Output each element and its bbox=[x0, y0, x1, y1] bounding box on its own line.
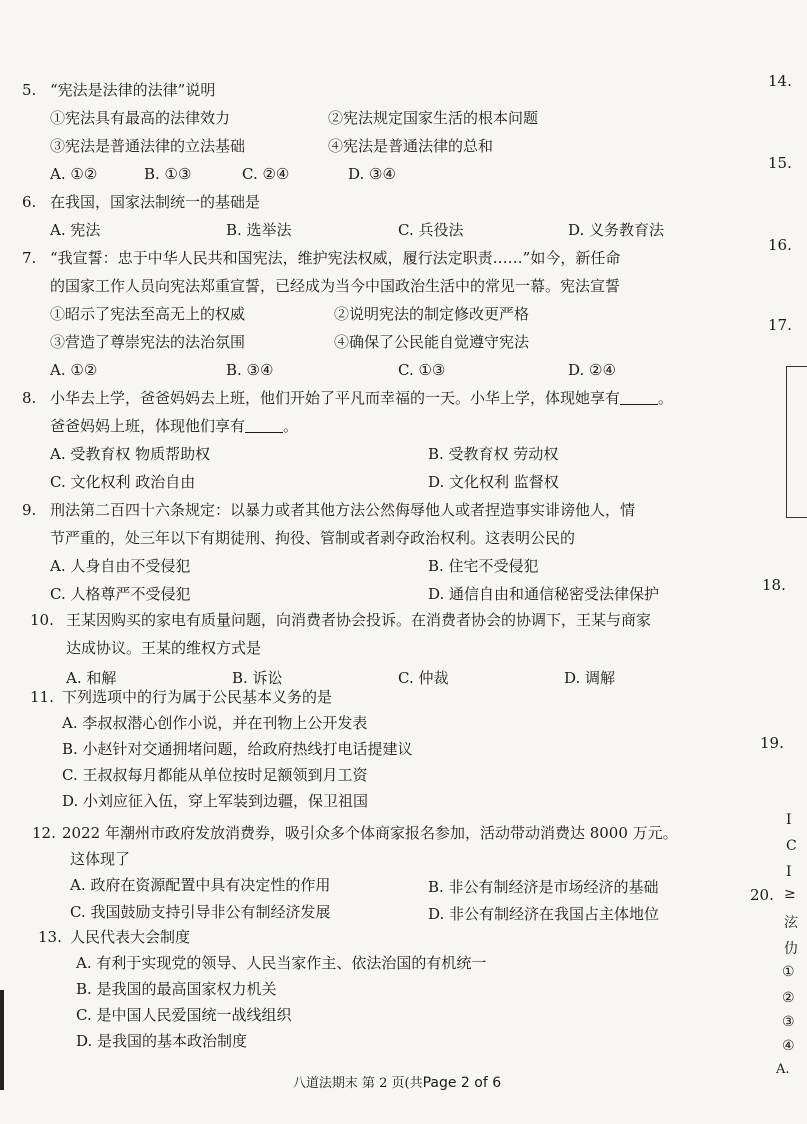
option-c: C. 人格尊严不受侵犯 bbox=[50, 585, 191, 603]
question-stem: 人民代表大会制度 bbox=[70, 928, 191, 946]
text-fragment: ② bbox=[782, 990, 795, 1006]
option-c: C. 仲裁 bbox=[398, 669, 449, 687]
text-fragment: ③ bbox=[782, 1014, 795, 1030]
question-number: 17. bbox=[768, 316, 792, 334]
option-b: B. ③④ bbox=[226, 361, 274, 379]
statement: ②说明宪法的制定修改更严格 bbox=[334, 305, 530, 323]
option-d: D. 小刘应征入伍，穿上军装到边疆，保卫祖国 bbox=[62, 792, 369, 810]
question-stem: 这体现了 bbox=[70, 850, 131, 868]
option-c: C. 我国鼓励支持引导非公有制经济发展 bbox=[70, 903, 331, 921]
option-d: D. 文化权利 监督权 bbox=[428, 473, 559, 491]
text-fragment: ① bbox=[782, 964, 795, 980]
question-number: 8. bbox=[22, 389, 37, 407]
text-fragment: I bbox=[786, 812, 792, 828]
option-b: B. 受教育权 劳动权 bbox=[428, 445, 559, 463]
option-a: A. 人身自由不受侵犯 bbox=[50, 557, 191, 575]
question-stem: 2022 年潮州市政府发放消费券，吸引众多个体商家报名参加，活动带动消费达 8000 万元。 bbox=[62, 824, 678, 842]
option-d: D. ②④ bbox=[568, 361, 616, 379]
question-number: 7. bbox=[22, 249, 37, 267]
footer-prefix: 八道法期末 第 2 页(共 bbox=[292, 1076, 423, 1091]
option-c: C. 是中国人民爱国统一战线组织 bbox=[76, 1006, 292, 1024]
answer-blank bbox=[245, 416, 283, 433]
text-fragment: 仂 bbox=[784, 941, 798, 957]
question-stem: 下列选项中的行为属于公民基本义务的是 bbox=[62, 688, 333, 706]
question-number: 5. bbox=[22, 81, 37, 99]
option-d: D. 义务教育法 bbox=[568, 221, 665, 239]
statement: ④确保了公民能自觉遵守宪法 bbox=[334, 333, 530, 351]
statement: ②宪法规定国家生活的根本问题 bbox=[328, 109, 539, 127]
option-d: D. 非公有制经济在我国占主体地位 bbox=[428, 905, 660, 923]
question-number: 20. bbox=[750, 886, 774, 904]
option-c: C. ②④ bbox=[242, 165, 290, 183]
page-indicator: Page 2 of 6 bbox=[422, 1075, 502, 1091]
statement: ③营造了尊崇宪法的法治氛围 bbox=[50, 333, 246, 351]
question-5 bbox=[22, 76, 722, 188]
question-number: 16. bbox=[768, 236, 792, 254]
option-c: C. 兵役法 bbox=[398, 221, 464, 239]
option-c: C. 文化权利 政治自由 bbox=[50, 473, 196, 491]
question-stem: 刑法第二百四十六条规定：以暴力或者其他方法公然侮辱他人或者捏造事实诽谤他人，情 bbox=[50, 501, 636, 519]
option-b: B. 诉讼 bbox=[232, 669, 283, 687]
question-number: 14. bbox=[768, 72, 792, 90]
option-c: C. ①③ bbox=[398, 361, 446, 379]
option-b: B. 住宅不受侵犯 bbox=[428, 557, 539, 575]
option-d: D. 通信自由和通信秘密受法律保护 bbox=[428, 585, 660, 603]
option-a: A. ①② bbox=[50, 165, 98, 183]
question-stem: 小华去上学，爸爸妈妈去上班，他们开始了平凡而幸福的一天。小华上学，体现她享有 。 bbox=[50, 389, 674, 407]
question-stem: 爸爸妈妈上班，体现他们享有 。 bbox=[50, 417, 299, 435]
option-b: B. 是我国的最高国家权力机关 bbox=[76, 980, 277, 998]
option-b: B. 非公有制经济是市场经济的基础 bbox=[428, 878, 659, 896]
question-stem: “我宣誓：忠于中华人民共和国宪法，维护宪法权威，履行法定职责……”如今，新任命 bbox=[50, 249, 621, 267]
statement: ③宪法是普通法律的立法基础 bbox=[50, 137, 246, 155]
option-a: A. 和解 bbox=[66, 669, 117, 687]
question-13 bbox=[22, 924, 722, 1054]
question-7 bbox=[22, 244, 722, 384]
question-number: 13. bbox=[38, 928, 62, 946]
option-d: D. 是我国的基本政治制度 bbox=[76, 1032, 248, 1050]
text-fragment: A. bbox=[776, 1062, 790, 1077]
option-d: D. ③④ bbox=[348, 165, 396, 183]
question-number: 15. bbox=[768, 154, 792, 172]
question-number: 12. bbox=[32, 824, 56, 842]
question-number: 19. bbox=[760, 734, 784, 752]
option-a: A. 政府在资源配置中具有决定性的作用 bbox=[70, 876, 331, 894]
statement: ①宪法具有最高的法律效力 bbox=[50, 109, 231, 127]
option-c: C. 王叔叔每月都能从单位按时足额领到月工资 bbox=[62, 766, 368, 784]
question-stem: 的国家工作人员向宪法郑重宣誓，已经成为当今中国政治生活中的常见一幕。宪法宣誓 bbox=[50, 277, 621, 295]
question-6 bbox=[22, 188, 722, 244]
option-a: A. 宪法 bbox=[50, 221, 101, 239]
page-footer bbox=[0, 1072, 794, 1091]
question-number: 10. bbox=[30, 611, 54, 629]
option-b: B. 选举法 bbox=[226, 221, 292, 239]
question-10 bbox=[22, 606, 722, 692]
question-11 bbox=[22, 684, 722, 814]
question-8 bbox=[22, 384, 722, 496]
question-9 bbox=[22, 496, 722, 608]
statement: ①昭示了宪法至高无上的权威 bbox=[50, 305, 246, 323]
option-b: B. 小赵针对交通拥堵问题，给政府热线打电话提建议 bbox=[62, 740, 413, 758]
option-a: A. ①② bbox=[50, 361, 98, 379]
option-a: A. 受教育权 物质帮助权 bbox=[50, 445, 211, 463]
statement: ④宪法是普通法律的总和 bbox=[328, 137, 494, 155]
text-fragment: ≥ bbox=[784, 886, 796, 902]
question-number: 9. bbox=[22, 501, 37, 519]
question-number: 11. bbox=[30, 688, 54, 706]
question-stem: 在我国，国家法制统一的基础是 bbox=[50, 193, 261, 211]
answer-blank bbox=[620, 388, 658, 405]
text-fragment: I bbox=[786, 864, 792, 880]
question-number: 18. bbox=[762, 576, 786, 594]
option-b: B. ①③ bbox=[144, 165, 192, 183]
question-stem: 节严重的，处三年以下有期徒刑、拘役、管制或者剥夺政治权利。这表明公民的 bbox=[50, 529, 576, 547]
option-d: D. 调解 bbox=[564, 669, 616, 687]
text-fragment: 泫 bbox=[784, 915, 798, 931]
text-fragment: C bbox=[786, 838, 797, 854]
option-a: A. 有利于实现党的领导、人民当家作主、依法治国的有机统一 bbox=[76, 954, 487, 972]
adjacent-page-strip bbox=[740, 0, 798, 1124]
question-stem: 王某因购买的家电有质量问题，向消费者协会投诉。在消费者协会的协调下，王某与商家 bbox=[66, 611, 652, 629]
text-fragment: ④ bbox=[782, 1038, 795, 1054]
question-number: 6. bbox=[22, 193, 37, 211]
question-12 bbox=[22, 820, 722, 926]
option-a: A. 李叔叔潜心创作小说，并在刊物上公开发表 bbox=[62, 714, 368, 732]
question-stem: 达成协议。王某的维权方式是 bbox=[66, 639, 262, 657]
material-box-edge bbox=[786, 366, 807, 518]
question-stem: “宪法是法律的法律”说明 bbox=[50, 81, 216, 99]
